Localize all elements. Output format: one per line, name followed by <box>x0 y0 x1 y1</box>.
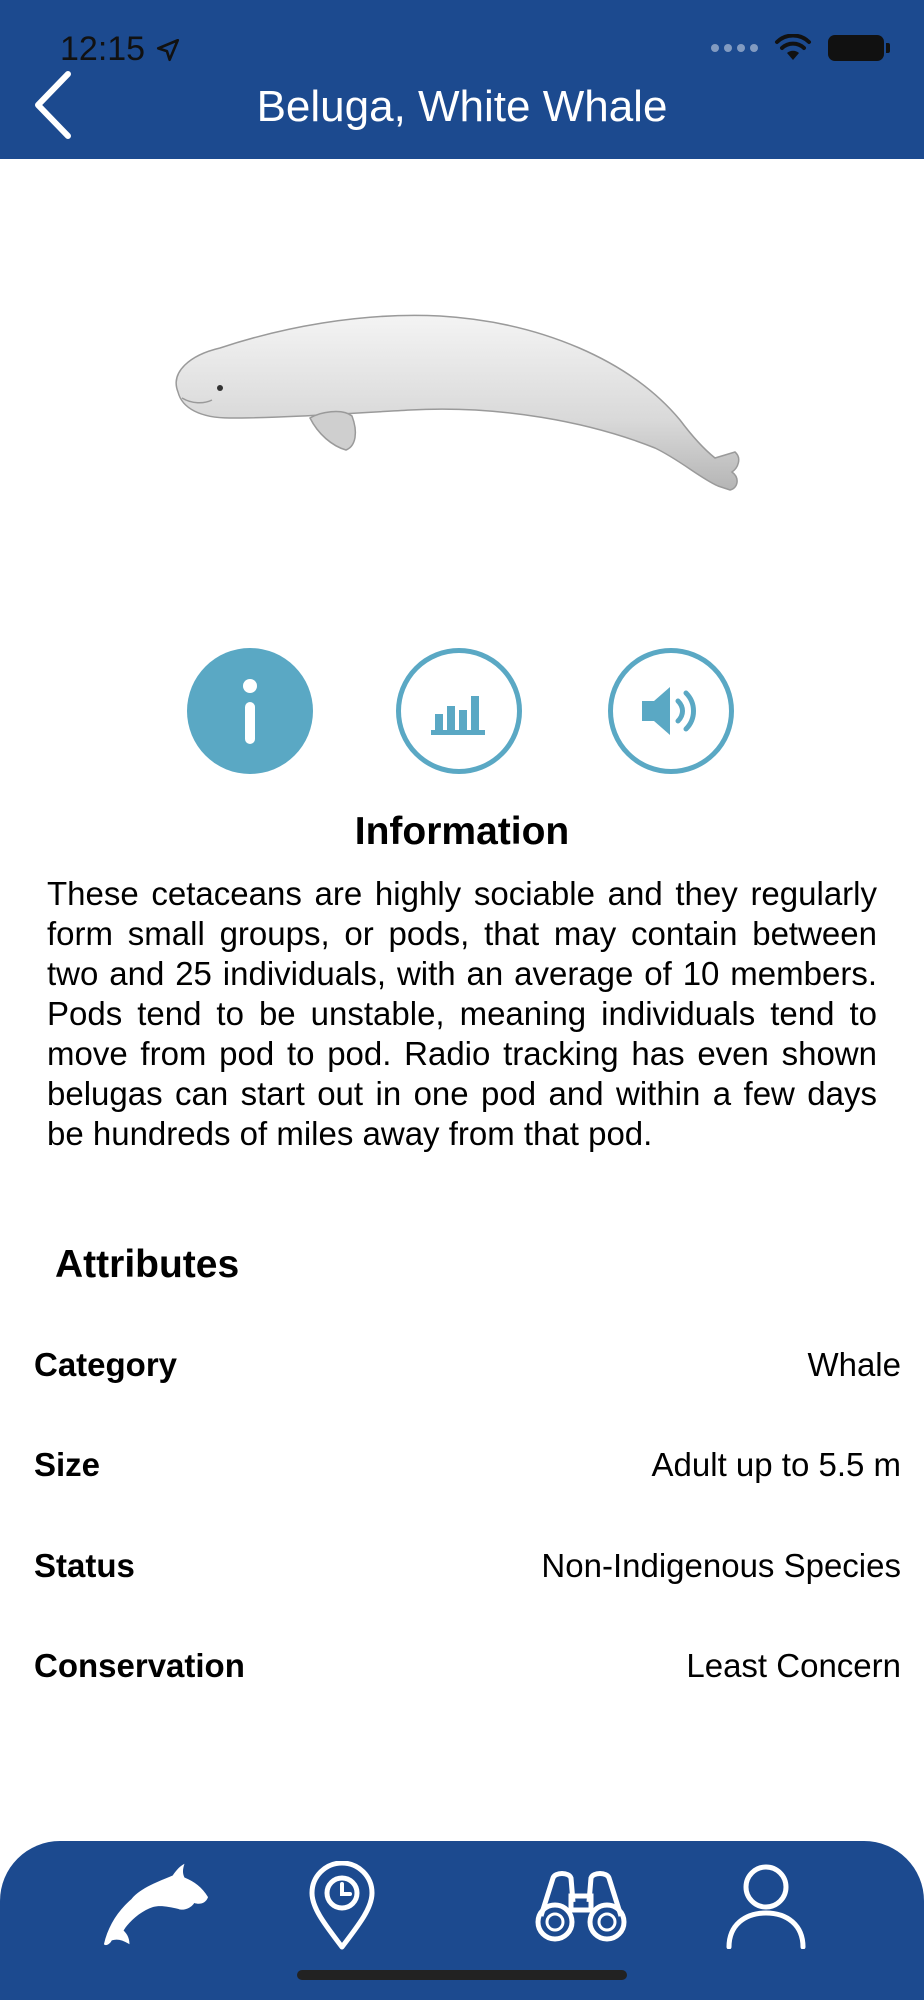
location-arrow-icon <box>155 37 181 63</box>
location-clock-icon <box>307 1861 377 1951</box>
information-text: These cetaceans are highly sociable and they regularly form small groups, or pods, that may contain between two and 25 individuals, with an average of 10 members. Pods tend to be unstable, meaning individuals tend to move from pod to pod. Radio tracking has even shown belugas can start out in one pod and within a few days be hundreds of miles away from that pod. <box>47 875 877 1152</box>
attribute-value: Non-Indigenous Species <box>541 1547 901 1584</box>
attribute-row-status <box>34 1541 901 1591</box>
speaker-icon <box>638 683 704 739</box>
top-bar <box>0 0 924 159</box>
attribute-value: Least Concern <box>686 1647 901 1684</box>
information-heading: Information <box>354 810 570 853</box>
dolphin-icon <box>100 1861 210 1951</box>
beluga-whale-image <box>160 300 760 510</box>
status-time-text: 12:15 <box>60 30 146 68</box>
attribute-label: Category <box>34 1346 178 1383</box>
sound-button[interactable] <box>608 648 734 774</box>
tab-species[interactable] <box>100 1856 210 1956</box>
tab-sightings-map[interactable] <box>287 1856 397 1956</box>
binoculars-icon <box>531 1866 631 1946</box>
status-indicators <box>711 34 884 62</box>
wifi-icon <box>774 34 812 62</box>
info-icon <box>235 676 265 746</box>
attribute-row-category <box>34 1340 901 1390</box>
stats-button[interactable] <box>396 648 522 774</box>
tab-profile[interactable] <box>711 1856 821 1956</box>
attribute-value: Whale <box>807 1346 901 1383</box>
attribute-label: Status <box>34 1547 135 1584</box>
profile-icon <box>725 1863 807 1949</box>
attribute-row-conservation <box>34 1641 901 1691</box>
info-button[interactable] <box>187 648 313 774</box>
detail-tabs <box>0 648 924 780</box>
attribute-row-size <box>34 1440 901 1490</box>
bar-chart-icon <box>431 686 487 736</box>
battery-icon <box>828 35 884 61</box>
page-title: Beluga, White Whale <box>256 82 668 131</box>
attribute-label: Conservation <box>34 1647 245 1684</box>
tab-spotting[interactable] <box>526 1856 636 1956</box>
home-indicator <box>297 1970 627 1980</box>
status-bar-time <box>60 30 181 69</box>
attribute-value: Adult up to 5.5 m <box>651 1446 901 1483</box>
cellular-signal-icon <box>711 44 758 52</box>
attribute-label: Size <box>34 1446 101 1483</box>
attributes-heading: Attributes <box>55 1243 240 1286</box>
